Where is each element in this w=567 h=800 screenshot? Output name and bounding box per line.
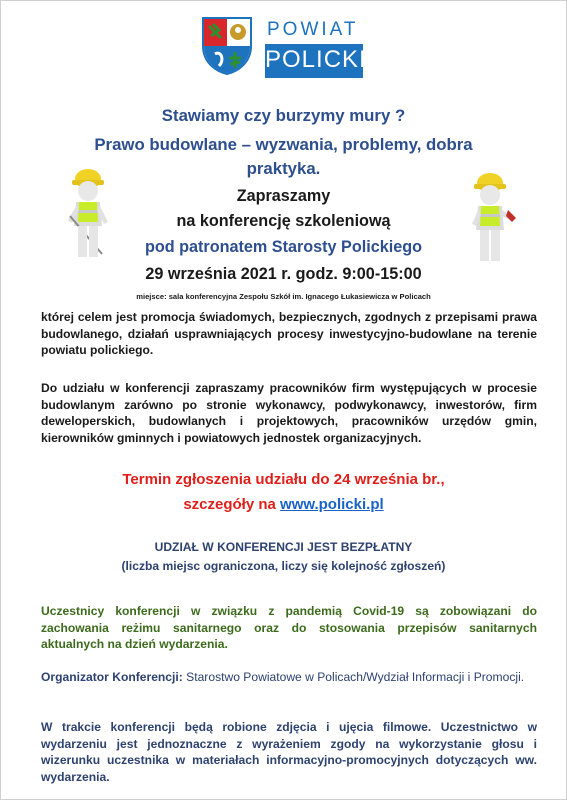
event-date: 29 września 2021 r. godz. 9:00-15:00	[145, 265, 422, 283]
event-venue: miejsce: sala konferencyjna Zespołu Szkół im. Ignacego Łukasiewicza w Policach	[136, 292, 431, 301]
organizer-value: Starostwo Powiatowe w Policach/Wydział Informacji i Promocji.	[182, 670, 525, 684]
organizer-label: Organizator Konferencji:	[41, 670, 183, 684]
invite-line-1: Zapraszamy	[236, 187, 331, 205]
media-consent-paragraph: W trakcie konferencji będą robione zdjęcia i ujęcia filmowe. Uczestnictwo w wydarzeniu jest jednoznaczne z wyrażeniem zgody na wykorzystanie głosu i wizerunku uczestnika w materiałach informacyjno-promocyjnych dotyczących ww. wydarzenia.	[41, 720, 537, 784]
details-line	[0, 496, 567, 513]
title-line-2: Prawo budowlane – wyzwania, problemy, dobra	[94, 135, 473, 154]
title-line-1: Stawiamy czy burzymy mury ?	[161, 106, 406, 125]
logo-word-policki: POLICKI	[265, 46, 367, 73]
title-line-3: praktyka.	[246, 159, 321, 178]
logo-word-powiat: POWIAT	[267, 19, 359, 40]
audience-paragraph: Do udziału w konferencji zapraszamy pracowników firm występujących w procesie budowlanym zarówno po stronie wykonawcy, podwykonawcy, inwestorów, firm deweloperskich, budowlanych i projektowych, pracowników urzędów gmin, kierowników gminnych i powiatowych jednostek organizacyjnych.	[41, 381, 537, 445]
details-prefix: szczegóły na	[183, 496, 281, 513]
deadline-text: Termin zgłoszenia udziału do 24 września br.,	[122, 471, 445, 488]
organizer-paragraph	[41, 669, 537, 686]
covid-paragraph: Uczestnicy konferencji w związku z pandemią Covid-19 są zobowiązani do zachowania reżimu sanitarnego oraz do stosowania przepisów sanitarnych aktualnych na dzień wydarzenia.	[41, 604, 537, 652]
coat-of-arms-icon	[201, 16, 253, 76]
purpose-paragraph: której celem jest promocja świadomych, bezpiecznych, zgodnych z przepisami prawa budowlanego, działań usprawniających procesy inwestycyjno-budowlane na terenie powiatu polickiego.	[41, 310, 537, 358]
logo-box	[265, 44, 367, 78]
invite-line-2: na konferencję szkoleniową	[176, 212, 391, 230]
website-link[interactable]: www.policki.pl	[280, 496, 384, 513]
free-participation-note: (liczba miejsc ograniczona, liczy się kolejność zgłoszeń)	[121, 559, 446, 573]
free-participation-title: UDZIAŁ W KONFERENCJI JEST BEZPŁATNY	[154, 540, 413, 554]
patronage-line: pod patronatem Starosty Polickiego	[144, 238, 423, 256]
